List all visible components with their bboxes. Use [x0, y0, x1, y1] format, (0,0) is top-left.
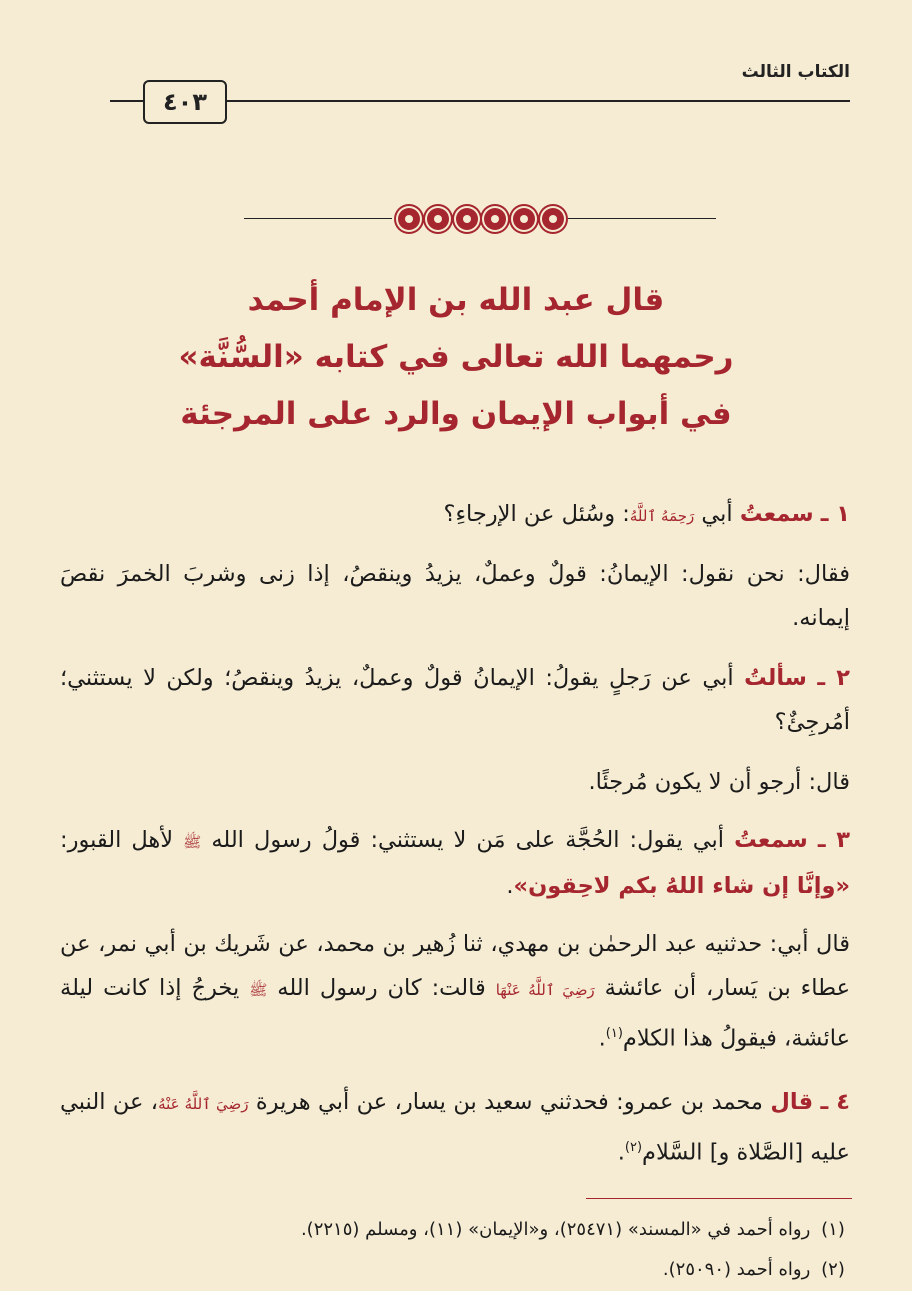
rosette-icon	[398, 208, 420, 230]
item-keyword: سمعتُ	[739, 501, 814, 527]
paragraph-3	[60, 656, 850, 744]
footnote-2	[60, 1255, 850, 1285]
rosette-icon	[456, 208, 478, 230]
paragraph-text: .	[598, 1025, 606, 1052]
paragraph-text: قال أبي: حدثنيه عبد الرحمٰن بن مهدي، ثنا زُهير بن محمد، عن شَريك بن أبي نمر، عن عطاء بن يَسار، أن عائشة	[60, 931, 850, 1001]
honorific: ﷺ	[183, 833, 202, 851]
honorific: ﷺ	[249, 981, 268, 999]
honorific: رَضِيَ ٱللَّهُ عَنْهُ	[158, 1095, 249, 1113]
paragraph-7	[60, 1080, 850, 1175]
ornament-divider	[398, 204, 564, 234]
rosette-icon	[484, 208, 506, 230]
item-keyword: سألتُ	[744, 665, 807, 691]
running-header-title: الكتاب الثالث	[741, 62, 850, 82]
footnote-ref[interactable]: (١)	[605, 1026, 623, 1041]
footnote-text: رواه أحمد (٢٥٠٩٠).	[662, 1259, 811, 1280]
paragraph-6	[60, 922, 850, 1061]
ornament-line-right	[568, 218, 716, 219]
footnote-1	[60, 1215, 850, 1245]
heading-line-2: رحمهما الله تعالى في كتابه «السُّنَّة»	[178, 339, 734, 375]
paragraph-text: محمد بن عمرو: فحدثني سعيد بن يسار، عن أبي هريرة	[248, 1089, 771, 1115]
rosette-icon	[427, 208, 449, 230]
honorific: رَحِمَهُ ٱللَّهُ	[629, 507, 695, 525]
paragraph-text: أبي	[694, 501, 740, 527]
item-keyword: سمعتُ	[734, 827, 808, 853]
paragraph-2	[60, 552, 850, 640]
page-number: ٤٠٣	[163, 88, 207, 116]
rosette-icon	[542, 208, 564, 230]
paragraph-text: .	[617, 1139, 625, 1166]
hadith-quote: «وإنَّا إن شاء اللهُ بكم لاحِقون»	[513, 873, 850, 899]
paragraph-text: أبي يقول: الحُجَّة على مَن لا يستثني: قولُ رسول الله	[201, 827, 735, 853]
item-number: ٤ ـ	[820, 1089, 851, 1115]
item-keyword: قال	[770, 1089, 814, 1115]
footnote-ref[interactable]: (٢)	[624, 1140, 643, 1155]
item-number: ٢ ـ	[817, 665, 851, 691]
paragraph-5	[60, 818, 850, 908]
paragraph-text: فقال: نحن نقول: الإيمانُ: قولٌ وعملٌ، يزيدُ وينقصُ، إذا زنى وشربَ الخمرَ نقصَ إيمانه.	[60, 561, 850, 631]
honorific: رَضِيَ ٱللَّهُ عَنْهَا	[495, 981, 595, 999]
footnote-number: (٢)	[821, 1259, 845, 1280]
rosette-icon	[513, 208, 535, 230]
ornament-line-left	[244, 218, 392, 219]
heading-line-1: قال عبد الله بن الإمام أحمد	[247, 282, 665, 318]
item-number: ٣ ـ	[817, 827, 850, 853]
paragraph-4	[60, 760, 850, 804]
paragraph-text: لأهل القبور:	[60, 827, 184, 853]
paragraph-text: .	[506, 873, 514, 899]
paragraph-text: : وسُئل عن الإرجاءِ؟	[443, 501, 630, 527]
paragraph-text: قال: أرجو أن لا يكون مُرجئًا.	[588, 769, 850, 795]
footnote-rule	[586, 1198, 852, 1199]
section-heading	[90, 272, 822, 443]
page-number-box	[143, 80, 227, 124]
paragraph-text: أبي عن رَجلٍ يقولُ: الإيمانُ قولٌ وعملٌ، يزيدُ وينقصُ؛ ولكن لا يستثني؛ أمُرجِئٌ؟	[60, 665, 850, 735]
paragraph-text: ، عن النبي عليه [الصَّلاة و] السَّلام	[60, 1089, 850, 1166]
item-number: ١ ـ	[820, 501, 850, 527]
footnote-number: (١)	[821, 1219, 845, 1240]
footnote-text: رواه أحمد في «المسند» (٢٥٤٧١)، و«الإيمان» (١١)، ومسلم (٢٢١٥).	[300, 1219, 811, 1240]
paragraph-1	[60, 492, 850, 538]
paragraph-text: قالت: كان رسول الله	[267, 975, 496, 1001]
heading-line-3: في أبواب الإيمان والرد على المرجئة	[180, 396, 732, 432]
paragraph-text: يخرجُ إذا كانت ليلة عائشة، فيقولُ هذا الكلام	[60, 975, 850, 1052]
